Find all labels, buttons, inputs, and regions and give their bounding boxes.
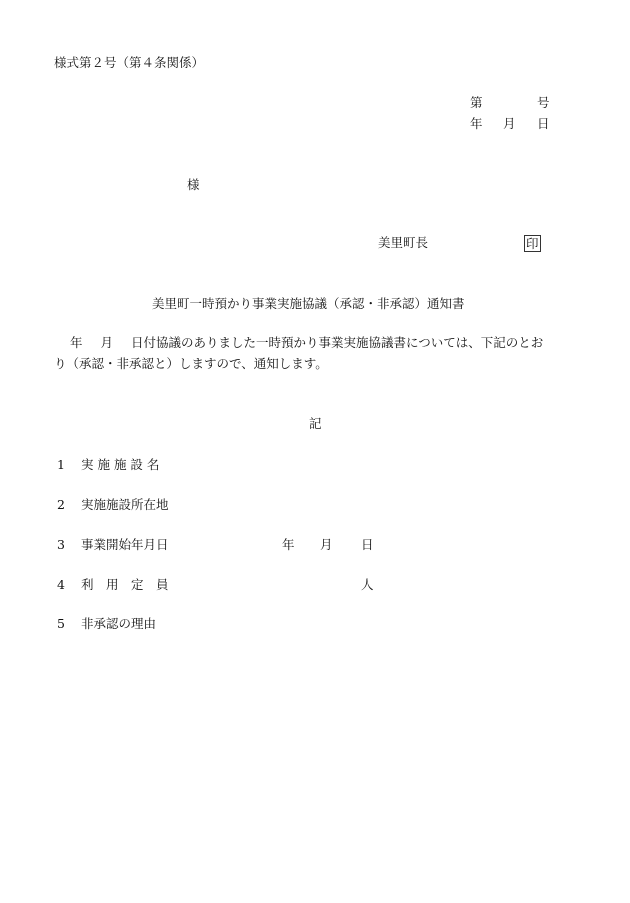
body-date-year: 年: [69, 335, 83, 350]
item-2-number: 2: [57, 497, 65, 512]
item-4-label: 利 用 定 員: [81, 577, 169, 592]
issuer-seal: 印: [526, 236, 539, 251]
item-5-number: 5: [57, 616, 65, 631]
ki-heading: 記: [309, 416, 322, 431]
body-line-1-text: 日付協議のありました一時預かり事業実施協議書については、下記のとお: [130, 335, 544, 350]
item-3-month: 月: [320, 537, 333, 552]
doc-date-month: 月: [503, 116, 516, 131]
document-title: 美里町一時預かり事業実施協議（承認・非承認）通知書: [152, 296, 465, 311]
item-2-label: 実施施設所在地: [81, 497, 169, 512]
issuer-title: 美里町長: [378, 235, 429, 250]
body-paragraph: [54, 332, 584, 374]
form-label: 様式第２号（第４条関係）: [54, 55, 205, 70]
item-1-label: 実 施 施 設 名: [81, 457, 160, 472]
body-line-1: [54, 332, 584, 353]
doc-date-day: 日: [537, 116, 550, 131]
item-3-number: 3: [57, 537, 65, 552]
item-1-number: 1: [57, 457, 65, 472]
item-3-label: 事業開始年月日: [81, 537, 169, 552]
item-3-year: 年: [282, 537, 295, 552]
doc-date-year: 年: [470, 116, 483, 131]
body-line-2: り（承認・非承認と）しますので、通知します。: [54, 356, 328, 371]
item-4-number: 4: [57, 577, 65, 592]
doc-number-go: 号: [537, 95, 550, 110]
item-5-label: 非承認の理由: [81, 616, 157, 631]
item-3-day: 日: [361, 537, 374, 552]
doc-number-dai: 第: [470, 95, 483, 110]
addressee-suffix: 様: [187, 177, 200, 192]
body-date-month: 月: [100, 335, 113, 350]
item-4-unit: 人: [361, 577, 374, 592]
